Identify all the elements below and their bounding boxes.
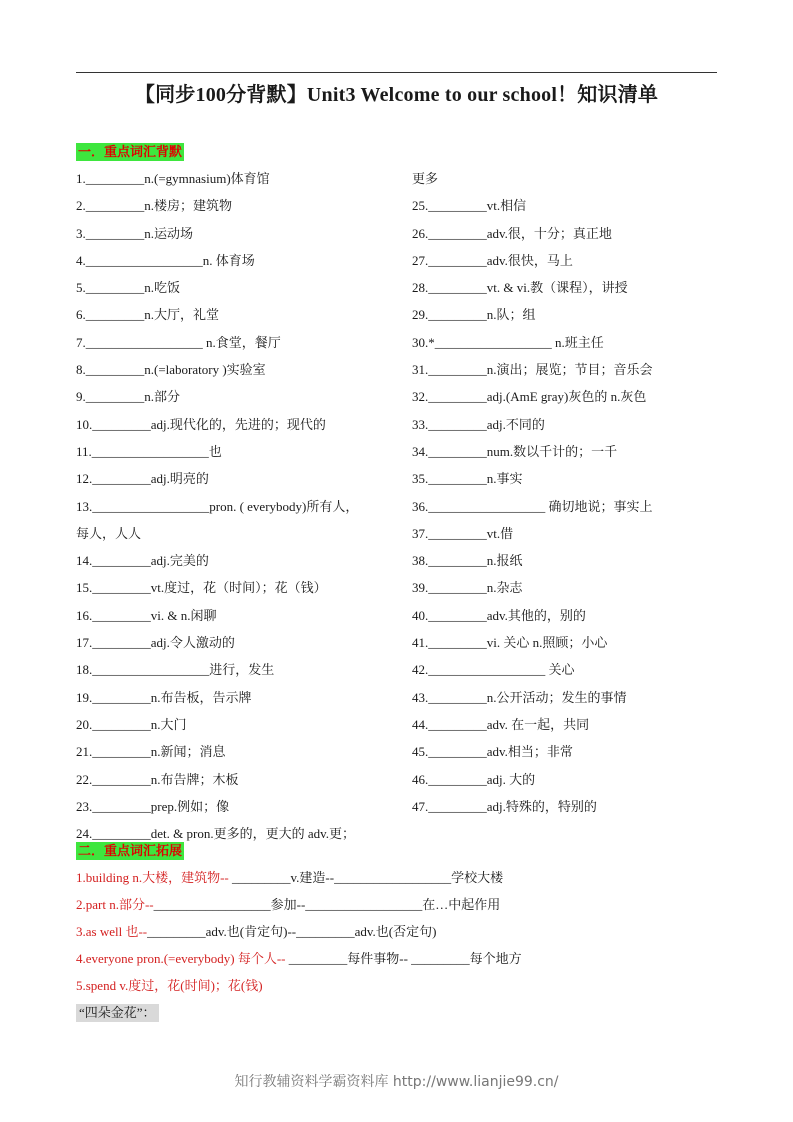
- vocab-item: 31._________n.演出；展览；节目；音乐会: [412, 362, 653, 378]
- extension-key-word: 5.spend v.度过，花(时间)；花(钱): [76, 978, 263, 993]
- top-rule: [76, 72, 717, 73]
- vocab-item: 28._________vt. & vi.教（课程），讲授: [412, 280, 628, 296]
- vocab-item: 5._________n.吃饭: [76, 280, 181, 296]
- extension-blanks: _________adv.也(肯定句)--_________adv.也(否定句): [147, 924, 437, 939]
- extension-blanks: __________________参加--__________________在…中起作用: [153, 897, 501, 912]
- extension-blanks: _________每件事物-- _________每个地方: [288, 951, 522, 966]
- extension-list: [76, 869, 522, 1004]
- extension-item: [76, 923, 522, 950]
- vocab-item: 6._________n.大厅，礼堂: [76, 307, 220, 323]
- vocab-item: 7.__________________ n.食堂，餐厅: [76, 334, 281, 350]
- vocab-item: 47._________adj.特殊的，特别的: [412, 798, 597, 814]
- vocab-item: 33._________adj.不同的: [412, 416, 545, 432]
- vocab-item: 42.__________________ 关心: [412, 662, 575, 678]
- vocab-item: 12._________adj.明亮的: [76, 471, 209, 487]
- extension-key-word: 3.as well 也--: [76, 924, 148, 939]
- vocab-item: 38._________n.报纸: [412, 553, 523, 569]
- vocab-item: 45._________adv.相当；非常: [412, 744, 573, 760]
- vocab-item: 26._________adv.很，十分；真正地: [412, 225, 612, 241]
- extension-key-word: 1.building n.大楼，建筑物--: [76, 870, 232, 885]
- vocab-item: 更多: [412, 171, 439, 186]
- extension-blanks: _________v.建造--__________________学校大楼: [232, 870, 504, 885]
- vocab-item: 11.__________________也: [76, 443, 222, 459]
- vocab-item: 25._________vt.相信: [412, 198, 527, 214]
- vocab-item: 18.__________________进行，发生: [76, 662, 275, 678]
- vocab-item: 22._________n.布告牌；木板: [76, 771, 239, 787]
- vocab-item: 2._________n.楼房；建筑物: [76, 198, 233, 214]
- extension-item: [76, 869, 522, 896]
- extension-item: [76, 950, 522, 977]
- footer-watermark: 知行教辅资料学霸资料库 http://www.lianjie99.cn/: [234, 1074, 559, 1090]
- vocab-item: 36.__________________ 确切地说；事实上: [412, 498, 653, 514]
- vocab-item: 1._________n.(=gymnasium)体育馆: [76, 171, 270, 186]
- vocab-item: 37._________vt.借: [412, 525, 514, 541]
- quote-label: “四朵金花”：: [76, 1004, 159, 1022]
- vocab-item: 29._________n.队；组: [412, 307, 536, 323]
- vocab-item: 34._________num.数以千计的；一千: [412, 443, 618, 459]
- vocab-item: 40._________adv.其他的，别的: [412, 607, 586, 623]
- vocab-item: 4.__________________n. 体育场: [76, 252, 255, 268]
- vocab-item: 20._________n.大门: [76, 716, 187, 732]
- vocab-item: 39._________n.杂志: [412, 580, 523, 596]
- vocab-item: 16._________vi. & n.闲聊: [76, 607, 217, 623]
- vocab-item: 35._________n.事实: [412, 471, 523, 487]
- vocab-item: 每人，人人: [76, 525, 142, 541]
- vocab-item: 15._________vt.度过，花（时间）；花（钱）: [76, 580, 327, 596]
- vocab-item: 19._________n.布告板，告示牌: [76, 689, 252, 705]
- vocab-item: 23._________prep.例如；像: [76, 798, 230, 814]
- vocab-item: 41._________vi. 关心 n.照顾；小心: [412, 635, 608, 651]
- vocab-item: 9._________n.部分: [76, 389, 181, 405]
- extension-item: [76, 896, 522, 923]
- vocab-item: 13.__________________pron. ( everybody)所有人，: [76, 498, 359, 514]
- vocab-item: 30.*__________________ n.班主任: [412, 334, 604, 350]
- vocab-column-left: [76, 170, 396, 852]
- vocab-item: 27._________adv.很快，马上: [412, 252, 573, 268]
- extension-key-word: 4.everyone pron.(=everybody) 每个人--: [76, 951, 289, 966]
- vocab-item: 17._________adj.令人激动的: [76, 635, 235, 651]
- vocab-item: 24._________det. & pron.更多的，更大的 adv.更；: [76, 826, 355, 842]
- extension-item: [76, 977, 522, 1004]
- vocab-item: 32._________adj.(AmE gray)灰色的 n.灰色: [412, 389, 647, 405]
- section1-heading: 一．重点词汇背默: [78, 144, 183, 159]
- vocab-item: 44._________adv. 在一起，共同: [412, 716, 590, 732]
- vocab-item: 8._________n.(=laboratory )实验室: [76, 362, 266, 378]
- extension-key-word: 2.part n.部分--: [76, 897, 154, 912]
- vocab-item: 43._________n.公开活动；发生的事情: [412, 689, 627, 705]
- vocab-item: 3._________n.运动场: [76, 225, 194, 241]
- vocab-item: 21._________n.新闻；消息: [76, 744, 226, 760]
- vocab-item: 14._________adj.完美的: [76, 553, 209, 569]
- page-title: 【同步100分背默】Unit3 Welcome to our school！知识清单: [134, 84, 659, 106]
- vocab-item: 10._________adj.现代化的，先进的；现代的: [76, 416, 326, 432]
- section2-heading: 二．重点词汇拓展: [78, 843, 183, 858]
- vocab-item: 46._________adj. 大的: [412, 771, 536, 787]
- vocab-column-right: [412, 170, 722, 825]
